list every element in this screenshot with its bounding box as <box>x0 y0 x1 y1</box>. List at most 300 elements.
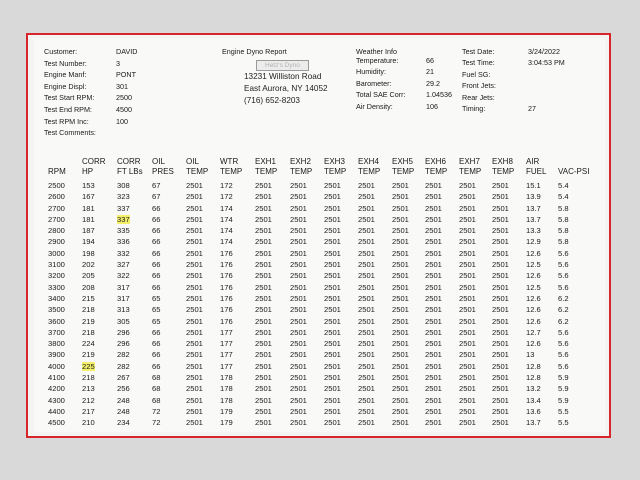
table-cell: 174 <box>220 214 233 224</box>
test-label: Test Time: <box>462 58 495 68</box>
table-cell: 217 <box>82 406 95 416</box>
table-cell: 15.1 <box>526 181 541 190</box>
table-cell: 2501 <box>459 226 476 236</box>
column-header: EXH3 TEMP <box>324 157 347 176</box>
table-row <box>48 214 596 225</box>
table-cell: 2501 <box>324 271 341 281</box>
table-cell: 2501 <box>358 192 375 202</box>
table-cell: 322 <box>117 271 130 281</box>
table-cell: 2501 <box>186 203 203 213</box>
table-cell: 2501 <box>492 327 509 337</box>
table-cell: 2501 <box>290 395 307 405</box>
table-cell: 2501 <box>358 384 375 394</box>
table-cell: 2501 <box>492 316 509 326</box>
field-value: 301 <box>116 81 128 91</box>
table-cell: 2501 <box>358 248 375 258</box>
table-row <box>48 361 596 372</box>
table-cell: 2501 <box>324 282 341 292</box>
table-cell: 2501 <box>425 248 442 258</box>
table-cell: 2501 <box>425 237 442 247</box>
table-cell: 2501 <box>255 384 272 394</box>
table-cell: 2501 <box>492 395 509 405</box>
table-cell: 2501 <box>358 418 375 428</box>
table-row <box>48 304 596 315</box>
shop-stamp <box>244 59 330 109</box>
table-cell: 3500 <box>48 305 65 315</box>
table-row <box>48 191 596 202</box>
table-cell: 2501 <box>459 214 476 224</box>
table-cell: 2501 <box>358 350 375 360</box>
shop-address-1: 13231 Williston Road <box>244 72 322 81</box>
table-cell: 219 <box>82 316 95 326</box>
table-cell: 305 <box>117 316 130 326</box>
table-cell: 13.2 <box>526 384 541 394</box>
table-cell: 67 <box>152 181 161 190</box>
table-cell: 2501 <box>392 226 409 236</box>
table-cell: 176 <box>220 271 233 281</box>
table-row <box>48 180 596 191</box>
table-cell: 2501 <box>290 384 307 394</box>
table-cell: 2501 <box>290 373 307 383</box>
table-cell: 2501 <box>290 316 307 326</box>
table-cell: 174 <box>220 226 233 236</box>
table-cell: 2501 <box>459 248 476 258</box>
table-cell: 2501 <box>358 181 375 190</box>
table-cell: 2501 <box>392 350 409 360</box>
table-cell: 2501 <box>392 327 409 337</box>
table-cell: 2501 <box>324 327 341 337</box>
table-cell: 6.2 <box>558 305 569 315</box>
table-row <box>48 236 596 247</box>
weather-label: Total SAE Corr: <box>356 90 406 100</box>
column-header: OIL PRES <box>152 157 174 176</box>
table-cell: 2501 <box>392 181 409 190</box>
table-cell: 2501 <box>425 316 442 326</box>
table-cell: 2501 <box>459 305 476 315</box>
table-cell: 2501 <box>358 327 375 337</box>
table-cell: 2501 <box>324 373 341 383</box>
table-row <box>48 248 596 259</box>
table-cell: 66 <box>152 203 161 213</box>
field-label: Test End RPM: <box>44 104 92 114</box>
column-header: EXH7 TEMP <box>459 157 482 176</box>
table-cell: 6.2 <box>558 293 569 303</box>
field-label: Test Comments: <box>44 128 96 138</box>
table-cell: 2501 <box>186 350 203 360</box>
table-cell: 3800 <box>48 339 65 349</box>
test-value: 3:04:53 PM <box>528 58 565 68</box>
weather-value: 106 <box>426 101 438 111</box>
table-cell: 177 <box>220 327 233 337</box>
table-cell: 2501 <box>324 361 341 371</box>
table-cell: 5.6 <box>558 339 569 349</box>
table-cell: 2501 <box>492 192 509 202</box>
table-cell: 2501 <box>290 214 307 224</box>
table-cell: 2501 <box>290 181 307 190</box>
test-label: Timing: <box>462 103 486 113</box>
table-cell: 2501 <box>492 418 509 428</box>
table-cell: 2501 <box>290 237 307 247</box>
test-label: Front Jets: <box>462 81 496 91</box>
table-cell: 2501 <box>324 350 341 360</box>
table-cell: 2501 <box>324 293 341 303</box>
table-cell: 317 <box>117 293 130 303</box>
table-cell: 2501 <box>425 327 442 337</box>
table-cell: 2501 <box>425 226 442 236</box>
table-cell: 178 <box>220 384 233 394</box>
table-cell: 167 <box>82 192 95 202</box>
table-cell: 2501 <box>425 181 442 190</box>
test-value <box>528 93 588 104</box>
table-cell: 176 <box>220 293 233 303</box>
table-cell: 5.8 <box>558 226 569 236</box>
table-cell: 176 <box>220 316 233 326</box>
table-cell: 177 <box>220 339 233 349</box>
table-cell: 213 <box>82 384 95 394</box>
weather-label: Air Density: <box>356 101 393 111</box>
table-cell: 2501 <box>392 373 409 383</box>
table-cell: 2501 <box>324 316 341 326</box>
table-cell: 2501 <box>324 248 341 258</box>
table-cell: 2501 <box>392 361 409 371</box>
table-cell: 2501 <box>186 339 203 349</box>
table-cell: 2501 <box>324 305 341 315</box>
table-cell: 2501 <box>186 395 203 405</box>
table-cell: 2600 <box>48 192 65 202</box>
table-cell: 2501 <box>186 237 203 247</box>
table-cell: 153 <box>82 181 95 190</box>
table-cell: 12.6 <box>526 339 541 349</box>
table-cell: 2501 <box>392 260 409 270</box>
table-cell: 2501 <box>186 214 203 224</box>
table-cell: 2501 <box>324 418 341 428</box>
weather-label: Barometer: <box>356 78 392 88</box>
table-cell: 2501 <box>255 361 272 371</box>
report-title: Engine Dyno Report <box>222 47 287 56</box>
weather-label: Temperature: <box>356 56 399 65</box>
table-cell: 2501 <box>324 395 341 405</box>
table-cell: 2501 <box>358 214 375 224</box>
table-cell: 2700 <box>48 214 65 224</box>
table-cell: 4200 <box>48 384 65 394</box>
column-header: RPM <box>48 167 66 176</box>
table-cell: 2501 <box>290 327 307 337</box>
table-cell: 2501 <box>425 260 442 270</box>
table-cell: 5.9 <box>558 384 569 394</box>
table-cell: 2501 <box>186 418 203 428</box>
test-label: Test Date: <box>462 47 495 56</box>
table-cell: 2501 <box>186 192 203 202</box>
table-cell: 2800 <box>48 226 65 236</box>
table-cell: 66 <box>152 214 161 224</box>
table-cell: 208 <box>82 282 95 292</box>
table-row <box>48 282 596 293</box>
table-cell: 2501 <box>492 260 509 270</box>
table-cell: 5.4 <box>558 192 569 202</box>
table-cell: 2501 <box>186 181 203 190</box>
table-cell: 12.8 <box>526 373 541 383</box>
table-cell: 218 <box>82 327 95 337</box>
table-cell: 66 <box>152 260 161 270</box>
table-cell: 2501 <box>492 305 509 315</box>
column-header: WTR TEMP <box>220 157 243 176</box>
table-cell: 13.7 <box>526 418 541 428</box>
table-cell: 2501 <box>186 260 203 270</box>
photo-frame <box>26 33 611 438</box>
table-cell: 2501 <box>255 395 272 405</box>
table-cell: 5.8 <box>558 203 569 213</box>
column-header: EXH4 TEMP <box>358 157 381 176</box>
table-cell: 332 <box>117 248 130 258</box>
weather-value: 66 <box>426 56 434 65</box>
table-cell: 2501 <box>459 406 476 416</box>
table-cell: 2501 <box>186 248 203 258</box>
table-cell: 176 <box>220 260 233 270</box>
table-cell: 5.4 <box>558 181 569 190</box>
column-header: EXH8 TEMP <box>492 157 515 176</box>
table-cell: 2501 <box>492 293 509 303</box>
table-cell: 2501 <box>492 350 509 360</box>
table-cell: 2501 <box>186 384 203 394</box>
table-cell: 2501 <box>255 293 272 303</box>
table-cell: 2501 <box>492 339 509 349</box>
table-cell: 4400 <box>48 406 65 416</box>
table-cell: 218 <box>82 305 95 315</box>
table-cell: 2501 <box>186 305 203 315</box>
table-cell: 2501 <box>290 361 307 371</box>
table-cell: 2501 <box>492 203 509 213</box>
table-cell: 176 <box>220 282 233 292</box>
table-cell: 2501 <box>290 282 307 292</box>
table-cell: 2501 <box>255 282 272 292</box>
table-cell: 2501 <box>492 237 509 247</box>
table-cell: 210 <box>82 418 95 428</box>
table-cell: 2501 <box>186 327 203 337</box>
table-cell: 12.7 <box>526 327 541 337</box>
table-row <box>48 417 596 428</box>
field-value: 2500 <box>116 93 132 103</box>
table-row <box>48 293 596 304</box>
table-row <box>48 225 596 236</box>
table-cell: 2501 <box>492 271 509 281</box>
table-cell: 3700 <box>48 327 65 337</box>
table-cell: 13.7 <box>526 203 541 213</box>
table-cell: 2501 <box>324 406 341 416</box>
table-cell: 2501 <box>358 373 375 383</box>
table-cell: 2501 <box>255 271 272 281</box>
table-cell: 12.6 <box>526 248 541 258</box>
table-cell: 2501 <box>392 237 409 247</box>
table-cell: 212 <box>82 395 95 405</box>
table-cell: 2501 <box>459 282 476 292</box>
table-cell: 2501 <box>459 339 476 349</box>
table-cell: 2501 <box>358 260 375 270</box>
table-cell: 66 <box>152 361 161 371</box>
shop-name: Hetz's Dyno <box>256 60 309 71</box>
table-cell: 2501 <box>255 237 272 247</box>
table-cell: 3600 <box>48 316 65 326</box>
table-cell: 2501 <box>255 418 272 428</box>
table-cell: 67 <box>152 192 161 202</box>
table-cell: 2501 <box>324 226 341 236</box>
weather-title: Weather Info <box>356 47 398 56</box>
table-cell: 267 <box>117 373 130 383</box>
table-cell: 2501 <box>290 192 307 202</box>
table-cell: 2501 <box>290 226 307 236</box>
table-row <box>48 338 596 349</box>
table-cell: 2501 <box>290 203 307 213</box>
field-label: Test Start RPM: <box>44 93 95 103</box>
table-cell: 2501 <box>459 192 476 202</box>
table-cell: 2501 <box>290 248 307 258</box>
table-cell: 2501 <box>255 226 272 236</box>
weather-value: 21 <box>426 67 434 77</box>
table-cell: 72 <box>152 406 161 416</box>
table-cell: 2501 <box>358 226 375 236</box>
table-cell: 2501 <box>255 316 272 326</box>
table-cell: 2501 <box>358 293 375 303</box>
table-cell: 5.6 <box>558 248 569 258</box>
test-value <box>528 70 588 81</box>
table-cell: 296 <box>117 339 130 349</box>
table-cell: 194 <box>82 237 95 247</box>
table-cell: 2501 <box>492 226 509 236</box>
column-header: CORR HP <box>82 157 106 176</box>
table-cell: 2501 <box>492 406 509 416</box>
table-cell: 4100 <box>48 373 65 383</box>
table-cell: 3000 <box>48 248 65 258</box>
table-cell: 68 <box>152 384 161 394</box>
table-cell: 5.8 <box>558 237 569 247</box>
table-cell: 2501 <box>358 237 375 247</box>
table-cell: 2501 <box>492 282 509 292</box>
table-cell: 179 <box>220 406 233 416</box>
weather-value: 29.2 <box>426 78 440 88</box>
weather-label: Humidity: <box>356 67 386 77</box>
table-cell: 5.9 <box>558 395 569 405</box>
table-cell: 2501 <box>459 316 476 326</box>
field-label: Engine Displ: <box>44 81 87 91</box>
table-cell: 172 <box>220 181 233 190</box>
table-cell: 2501 <box>392 418 409 428</box>
table-cell: 2501 <box>255 327 272 337</box>
table-cell: 174 <box>220 237 233 247</box>
table-cell: 5.6 <box>558 350 569 360</box>
table-cell: 2501 <box>392 339 409 349</box>
table-cell: 5.8 <box>558 214 569 224</box>
table-cell: 12.6 <box>526 293 541 303</box>
table-cell: 2501 <box>255 373 272 383</box>
table-row <box>48 383 596 394</box>
table-cell: 66 <box>152 226 161 236</box>
table-cell: 2501 <box>255 192 272 202</box>
table-row <box>48 327 596 338</box>
table-cell: 2501 <box>290 305 307 315</box>
weather-info <box>356 47 452 111</box>
table-cell: 327 <box>117 260 130 270</box>
table-cell: 218 <box>82 373 95 383</box>
table-cell: 2501 <box>425 373 442 383</box>
table-cell: 282 <box>117 350 130 360</box>
table-cell: 219 <box>82 350 95 360</box>
table-cell: 65 <box>152 305 161 315</box>
table-cell: 66 <box>152 237 161 247</box>
table-cell: 5.6 <box>558 271 569 281</box>
table-cell: 2501 <box>186 226 203 236</box>
table-cell: 2501 <box>425 350 442 360</box>
table-cell: 2501 <box>324 260 341 270</box>
table-cell: 337 <box>117 203 130 213</box>
table-cell: 2501 <box>358 406 375 416</box>
table-cell: 2501 <box>425 305 442 315</box>
table-cell: 234 <box>117 418 130 428</box>
table-cell: 12.8 <box>526 361 541 371</box>
table-cell: 2501 <box>290 350 307 360</box>
table-cell: 2501 <box>358 316 375 326</box>
table-cell: 2501 <box>358 395 375 405</box>
table-cell: 2501 <box>459 350 476 360</box>
table-cell: 2501 <box>255 181 272 190</box>
table-cell: 2501 <box>392 214 409 224</box>
column-header: VAC-PSI <box>558 167 590 176</box>
field-value: 100 <box>116 116 128 126</box>
table-cell: 2501 <box>358 305 375 315</box>
shop-phone: (716) 652-8203 <box>244 96 300 105</box>
dyno-results-table <box>48 157 596 429</box>
table-cell: 2501 <box>492 373 509 383</box>
weather-value: 1.04536 <box>426 90 452 100</box>
table-cell: 172 <box>220 192 233 202</box>
table-cell: 2501 <box>392 248 409 258</box>
table-cell: 5.5 <box>558 418 569 428</box>
table-cell: 2501 <box>392 316 409 326</box>
table-cell: 12.6 <box>526 271 541 281</box>
table-cell: 215 <box>82 293 95 303</box>
table-cell: 174 <box>220 203 233 213</box>
table-cell: 2501 <box>392 203 409 213</box>
table-cell: 12.5 <box>526 260 541 270</box>
table-cell: 4000 <box>48 361 65 371</box>
table-cell: 3900 <box>48 350 65 360</box>
field-label: Engine Manf: <box>44 70 87 80</box>
table-cell: 337 <box>117 214 130 224</box>
table-cell: 256 <box>117 384 130 394</box>
table-cell: 2501 <box>425 418 442 428</box>
field-value: 3 <box>116 58 120 68</box>
table-cell: 2501 <box>459 384 476 394</box>
table-cell: 3200 <box>48 271 65 281</box>
table-cell: 3400 <box>48 293 65 303</box>
table-cell: 2501 <box>324 384 341 394</box>
table-cell: 13 <box>526 350 535 360</box>
table-cell: 225 <box>82 361 95 371</box>
table-cell: 178 <box>220 373 233 383</box>
table-cell: 2501 <box>290 406 307 416</box>
table-cell: 2501 <box>290 260 307 270</box>
table-cell: 2501 <box>255 406 272 416</box>
table-cell: 296 <box>117 327 130 337</box>
table-cell: 13.9 <box>526 192 541 202</box>
table-cell: 2501 <box>290 418 307 428</box>
table-row <box>48 349 596 360</box>
table-cell: 2501 <box>186 373 203 383</box>
table-cell: 2501 <box>255 339 272 349</box>
table-cell: 2501 <box>425 384 442 394</box>
table-cell: 2501 <box>392 271 409 281</box>
table-cell: 2501 <box>324 203 341 213</box>
table-cell: 2501 <box>358 282 375 292</box>
table-cell: 2501 <box>459 361 476 371</box>
